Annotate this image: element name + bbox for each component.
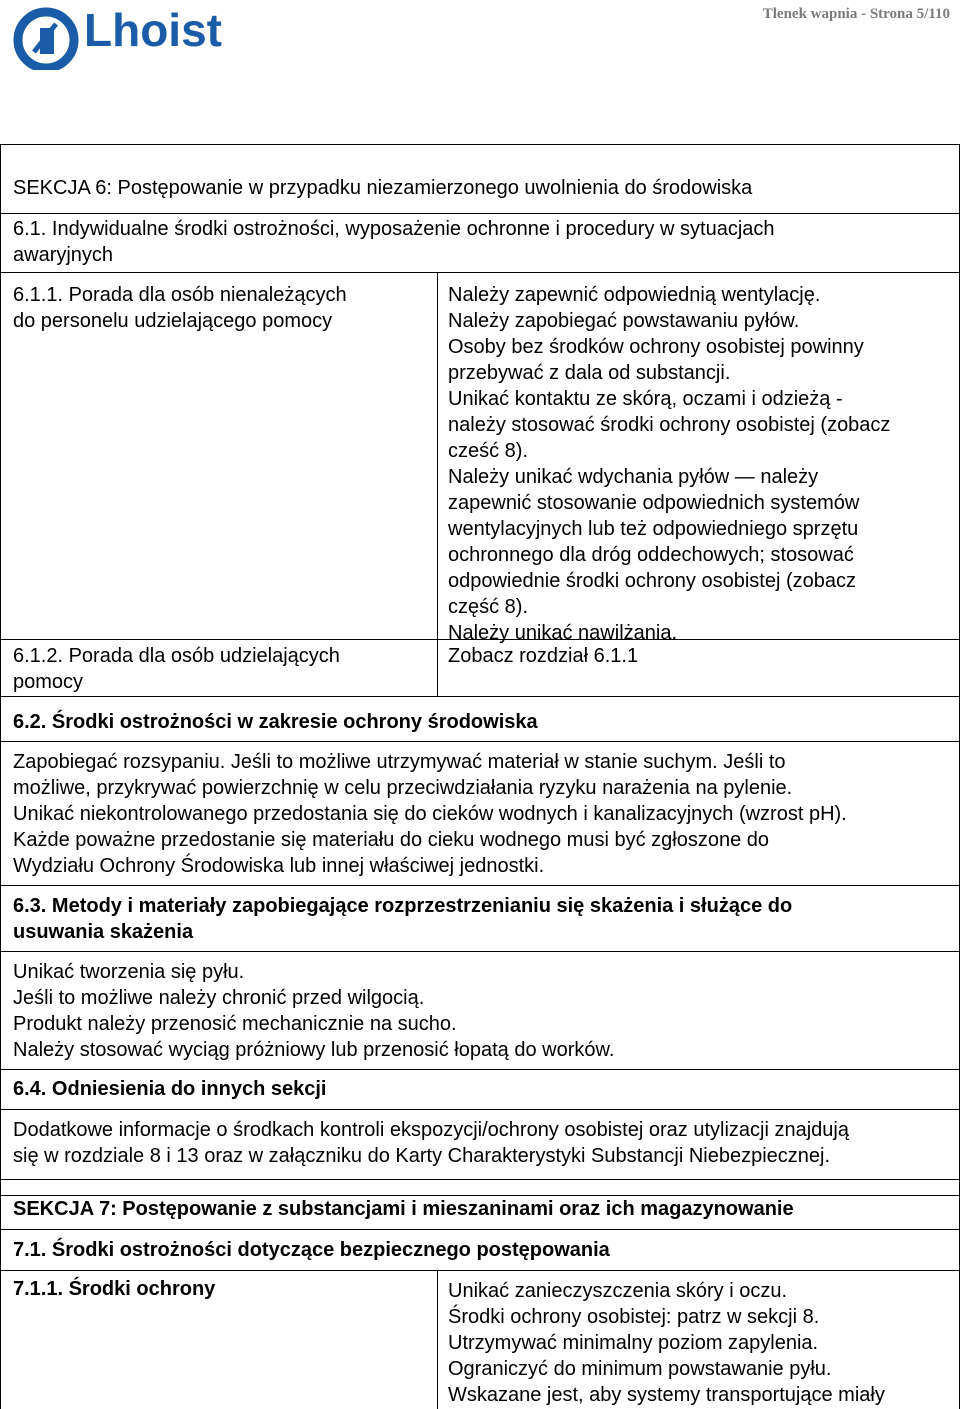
subsection-6-4-text: Dodatkowe informacje o środkach kontroli ekspozycji/ochrony osobistej oraz utylizacji znajdują się w rozdziale 8 i 13 oraz w załączniku do Karty Charakterystyki Substancji Niebezpiecznej. [13,1119,849,1167]
subsection-6-3-text: Unikać tworzenia się pyłu. Jeśli to możliwe należy chronić przed wilgocią. Produkt należy przenosić mechanicznie na sucho. Należy stosować wyciąg próżniowy lub przenosić łopatą do worków. [13,961,615,1061]
subsection-6-1-2-text: Zobacz rozdział 6.1.1 [448,645,639,667]
subsection-6-4-heading: 6.4. Odniesienia do innych sekcji [13,1078,327,1100]
page-header-title: Tlenek wapnia - Strona 5/110 [762,6,950,22]
section-6-heading: SEKCJA 6: Postępowanie w przypadku niezamierzonego uwolnienia do środowiska [13,177,753,199]
subsection-6-3-heading: 6.3. Metody i materiały zapobiegające rozprzestrzenianiu się skażenia i służące do usuwania skażenia [13,895,793,943]
document-body [0,144,960,1409]
subsection-6-1-heading: 6.1. Indywidualne środki ostrożności, wyposażenie ochronne i procedury w sytuacjach awaryjnych [13,218,775,266]
subsection-6-1-1-label: 6.1.1. Porada dla osób nienależących do personelu udzielającego pomocy [13,284,347,332]
subsection-7-1-1-label: 7.1.1. Środki ochrony [13,1278,216,1300]
subsection-7-1-1-text: Unikać zanieczyszczenia skóry i oczu. Środki ochrony osobistej: patrz w sekcji 8. Utrzymywać minimalny poziom zapylenia. Ograniczyć do minimum powstawanie pyłu. Wskazane jest, aby systemy transportujące miały [448,1280,885,1406]
subsection-6-1-1-text: Należy zapewnić odpowiednią wentylację. Należy zapobiegać powstawaniu pyłów. Osoby bez środków ochrony osobistej powinny przebywać z dala od substancji. Unikać kontaktu ze skórą, oczami i odzieżą - należy stosować środki ochrony osobistej (zobacz cześć 8). Należy unikać wdychania pyłów — należy zapewnić stosowanie odpowiednich systemów wentylacyjnych lub też odpowiedniego sprzętu ochronnego dla dróg oddechowych; stosować odpowiednie środki ochrony osobistej (zobacz część 8). Należy unikać nawilżania. [448,284,891,644]
section-7-heading: SEKCJA 7: Postępowanie z substancjami i mieszaninami oraz ich magazynowanie [13,1198,794,1220]
subsection-6-1-2-label: 6.1.2. Porada dla osób udzielających pomocy [13,645,340,693]
subsection-6-2-heading: 6.2. Środki ostrożności w zakresie ochrony środowiska [13,711,538,733]
subsection-7-1-heading: 7.1. Środki ostrożności dotyczące bezpiecznego postępowania [13,1239,610,1261]
logo-text: Lhoist [84,4,222,56]
subsection-6-2-text: Zapobiegać rozsypaniu. Jeśli to możliwe utrzymywać materiał w stanie suchym. Jeśli to możliwe, przykrywać powierzchnię w celu przeciwdziałania ryzyku narażenia na pylenie. Unikać niekontrolowanego przedostania się do cieków wodnych i kanalizacyjnych (wzrost pH). Każde poważne przedostanie się materiału do cieku wodnego musi być zgłoszone do Wydziału Ochrony Środowiska lub innej właściwej jednostki. [13,751,847,877]
lhoist-logo [10,4,240,70]
